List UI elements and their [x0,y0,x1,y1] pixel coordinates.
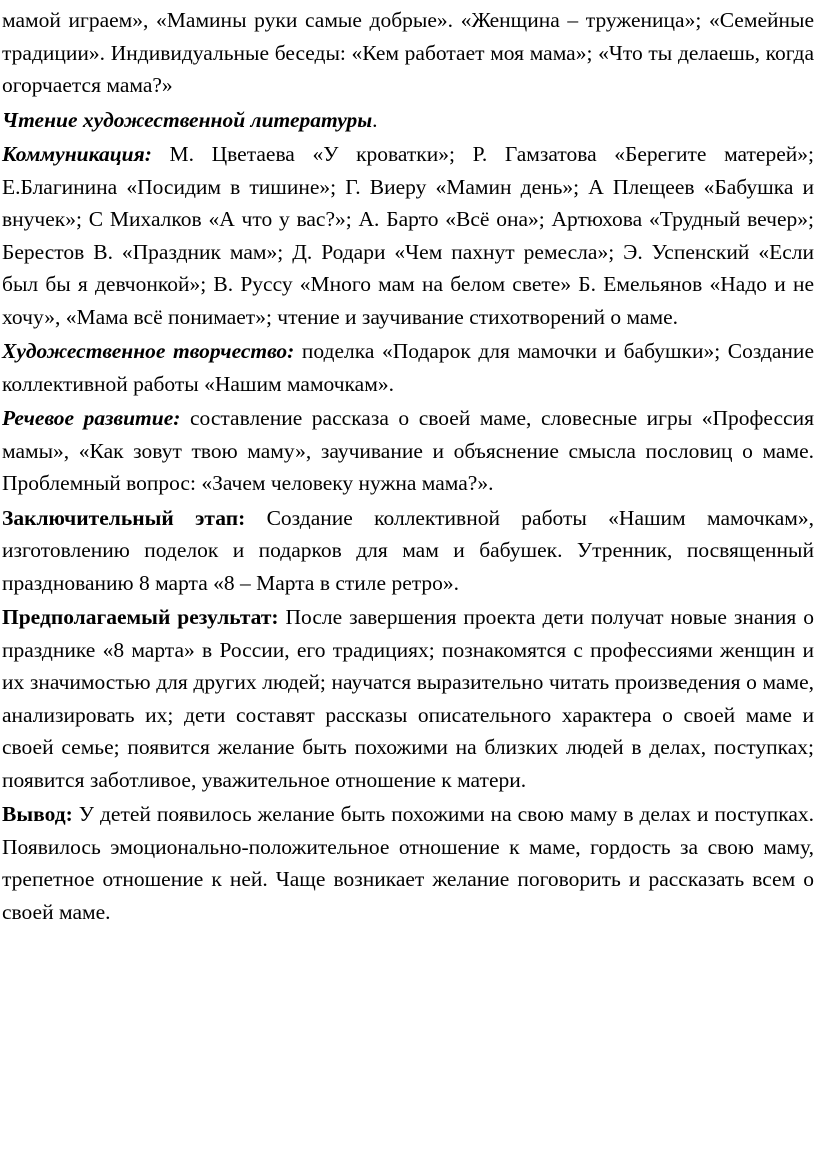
speech-heading: Речевое развитие: [2,406,181,430]
communication-text: М. Цветаева «У кроватки»; Р. Гамзатова «Берегите матерей»; Е.Благинина «Посидим в тишине»; Г. Виеру «Мамин день»; А Плещеев «Бабушка и внучек»; С Михалков «А что у вас?»; А. Барто «Всё она»; Артюхова «Трудный вечер»; Берестов В. «Праздник мам»; Д. Родари «Чем пахнут ремесла»; Э. Успенский «Если был бы я девчонкой»; В. Руссу «Много мам на белом свете» Б. Емельянов «Надо и не хочу», «Мама всё понимает»; чтение и заучивание стихотворений о маме. [2,142,814,329]
speech-text: составление рассказа о своей маме, словесные игры «Профессия мамы», «Как зовут твою маму», заучивание и объяснение смысла пословиц о маме. Проблемный вопрос: «Зачем человеку нужна мама?». [2,406,814,495]
expected-result-heading: Предполагаемый результат: [2,605,279,629]
speech-paragraph [2,402,814,500]
final-stage-paragraph [2,502,814,600]
final-stage-text: Создание коллективной работы «Нашим мамочкам», изготовлению поделок и подарков для мам и бабушек. Утренник, посвященный празднованию 8 марта «8 – Марта в стиле ретро». [2,505,815,595]
expected-result-text: После завершения проекта дети получат новые знания о празднике «8 марта» в России, его традициях; познакомятся с профессиями женщин и их значимостью для других людей; научатся выразительно читать произведения о маме, анализировать их; дети составят рассказы описательного характера о своей маме и своей семье; появится желание быть похожими на близких людей в делах, поступках; появится заботливое, уважительное отношение к матери. [2,605,814,792]
art-paragraph [2,335,814,400]
expected-result-paragraph [2,601,814,796]
conclusion-text: У детей появилось желание быть похожими на свою маму в делах и поступках. Появилось эмоционально-положительное отношение к маме, гордость за свою маму, трепетное отношение к ней. Чаще возникает желание поговорить и рассказать всем о своей маме. [2,802,814,924]
art-heading: Художественное творчество: [2,339,295,363]
communication-heading: Коммуникация: [2,142,152,166]
communication-paragraph [2,138,814,333]
reading-paragraph [2,104,814,137]
art-text: поделка «Подарок для мамочки и бабушки»; Создание коллективной работы «Нашим мамочкам». [2,339,814,396]
conclusion-paragraph [2,798,814,928]
intro-text: мамой играем», «Мамины руки самые добрые». «Женщина – труженица»; «Семейные традиции». Индивидуальные беседы: «Кем работает моя мама»; «Что ты делаешь, когда огорчается мама?» [2,8,814,97]
reading-tail: . [372,107,378,132]
intro-paragraph [2,4,814,102]
conclusion-heading: Вывод: [2,802,73,826]
final-stage-heading: Заключительный этап: [2,505,246,530]
reading-heading: Чтение художественной литературы [2,107,373,132]
